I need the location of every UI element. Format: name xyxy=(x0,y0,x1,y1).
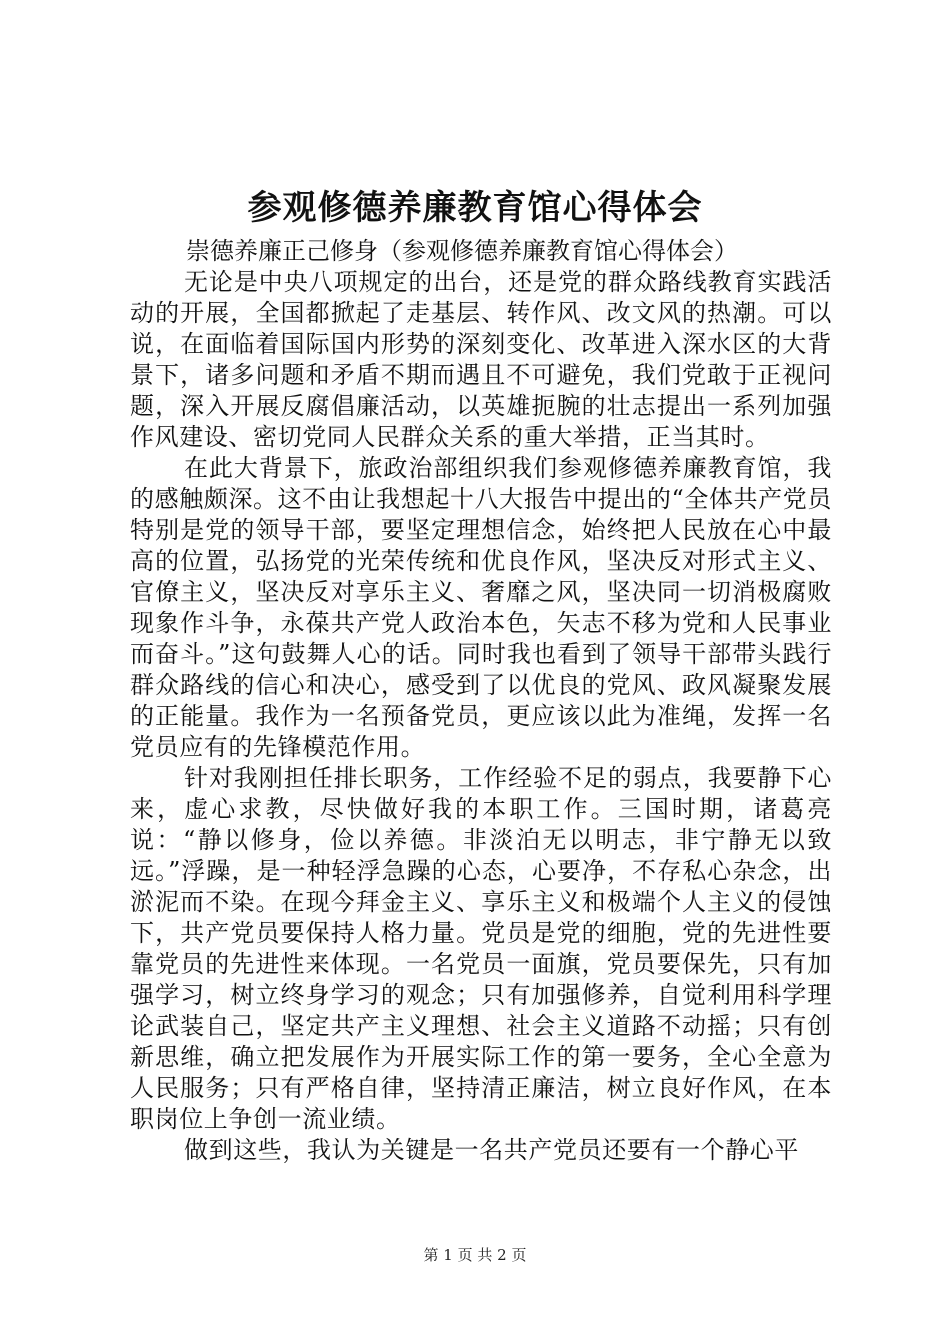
document-body xyxy=(130,236,832,1166)
paragraph-1: 无论是中央八项规定的出台，还是党的群众路线教育实践活动的开展，全国都掀起了走基层、转作风、改文风的热潮。可以说，在面临着国际国内形势的深刻变化、改革进入深水区的大背景下，诸多问题和矛盾不期而遇且不可避免，我们党敢于正视问题，深入开展反腐倡廉活动，以英雄扼腕的壮志提出一系列加强作风建设、密切党同人民群众关系的重大举措，正当其时。 xyxy=(130,268,832,451)
paragraph-2: 在此大背景下，旅政治部组织我们参观修德养廉教育馆，我的感触颇深。这不由让我想起十八大报告中提出的“全体共产党员特别是党的领导干部，要坚定理想信念，始终把人民放在心中最高的位置，弘扬党的光荣传统和优良作风，坚决反对形式主义、官僚主义，坚决反对享乐主义、奢靡之风，坚决同一切消极腐败现象作斗争，永葆共产党人政治本色，矢志不移为党和人民事业而奋斗。”这句鼓舞人心的话。同时我也看到了领导干部带头践行群众路线的信心和决心，感受到了以优良的党风、政风凝聚发展的正能量。我作为一名预备党员，更应该以此为准绳，发挥一名党员应有的先锋模范作用。 xyxy=(130,454,832,761)
document-subtitle: 崇德养廉正己修身（参观修德养廉教育馆心得体会） xyxy=(186,237,738,265)
paragraph-3: 针对我刚担任排长职务，工作经验不足的弱点，我要静下心来，虚心求教，尽快做好我的本职工作。三国时期，诸葛亮说：“静以修身，俭以养德。非淡泊无以明志，非宁静无以致远。”浮躁，是一种轻浮急躁的心态，心要净，不存私心杂念，出淤泥而不染。在现今拜金主义、享乐主义和极端个人主义的侵蚀下，共产党员要保持人格力量。党员是党的细胞，党的先进性要靠党员的先进性来体现。一名党员一面旗，党员要保先，只有加强学习，树立终身学习的观念；只有加强修养，自觉利用科学理论武装自己，坚定共产主义理想、社会主义道路不动摇；只有创新思维，确立把发展作为开展实际工作的第一要务，全心全意为人民服务；只有严格自律，坚持清正廉洁，树立良好作风，在本职岗位上争创一流业绩。 xyxy=(130,764,832,1133)
document-title: 参观修德养廉教育馆心得体会 xyxy=(247,188,703,228)
paragraph-4: 做到这些，我认为关键是一名共产党员还要有一个静心平 xyxy=(184,1136,799,1164)
page-number-footer: 第 1 页 共 2 页 xyxy=(423,1246,527,1264)
